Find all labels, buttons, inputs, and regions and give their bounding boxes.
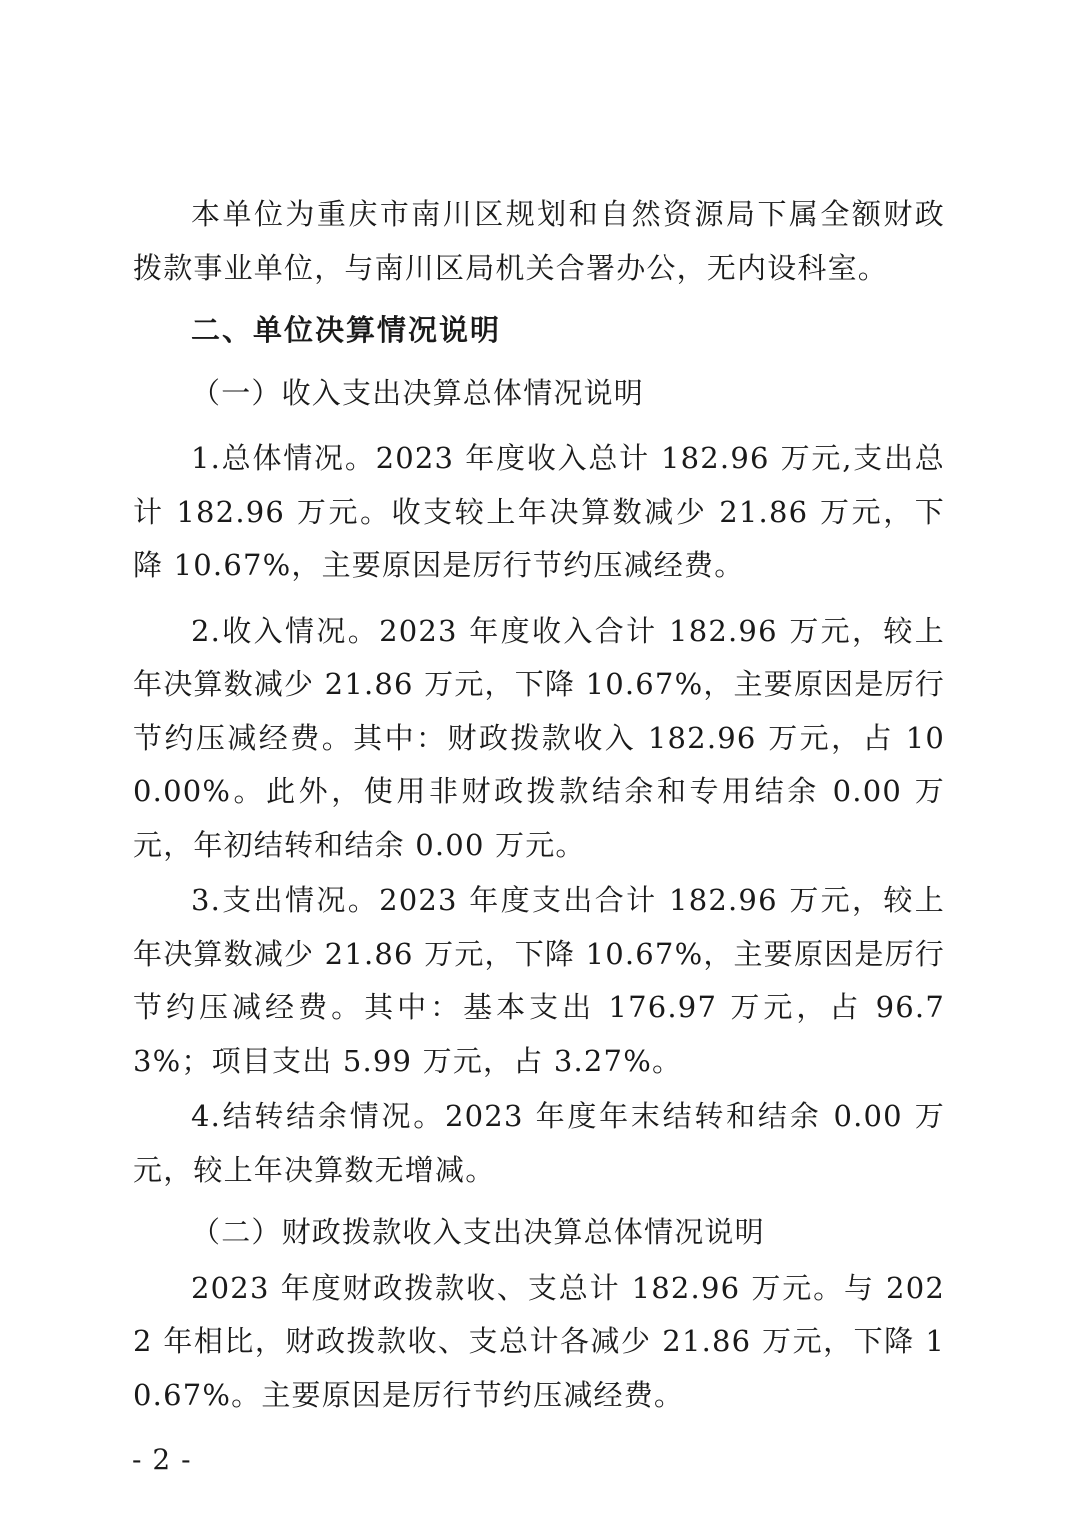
paragraph-expenditure-situation: 3.支出情况。2023 年度支出合计 182.96 万元，较上年决算数减少 21.86 万元，下降 10.67%，主要原因是厉行节约压减经费。其中：基本支出 176.97 万元，占 96.73%；项目支出 5.99 万元，占 3.27%。: [133, 883, 945, 1078]
subheading-income-expenditure-overview: （一）收入支出决算总体情况说明: [191, 375, 645, 410]
section-heading-unit-accounts: 二、单位决算情况说明: [191, 313, 502, 347]
paragraph-income-situation: 2.收入情况。2023 年度收入合计 182.96 万元，较上年决算数减少 21.86 万元，下降 10.67%，主要原因是厉行节约压减经费。其中：财政拨款收入 182.96 万元，占 100.00%。此外，使用非财政拨款结余和专用结余 0.00 万元，年初结转和结余 0.00 万元。: [133, 613, 945, 862]
paragraph-fiscal-appropriation: 2023 年度财政拨款收、支总计 182.96 万元。与 2022 年相比，财政拨款收、支总计各减少 21.86 万元，下降 10.67%。主要原因是厉行节约压减经费。: [133, 1270, 945, 1412]
document-body: [133, 188, 945, 1422]
paragraph-overall-situation: 1.总体情况。2023 年度收入总计 182.96 万元,支出总计 182.96 万元。收支较上年决算数减少 21.86 万元，下降 10.67%，主要原因是厉行节约压减经费。: [133, 441, 945, 582]
subheading-fiscal-appropriation-overview: （二）财政拨款收入支出决算总体情况说明: [191, 1215, 765, 1249]
intro-paragraph: 本单位为重庆市南川区规划和自然资源局下属全额财政拨款事业单位，与南川区局机关合署办公，无内设科室。: [133, 197, 945, 285]
paragraph-carryover-balance: 4.结转结余情况。2023 年度年末结转和结余 0.00 万元，较上年决算数无增减。: [133, 1099, 945, 1187]
page-number: - 2 -: [132, 1443, 192, 1476]
